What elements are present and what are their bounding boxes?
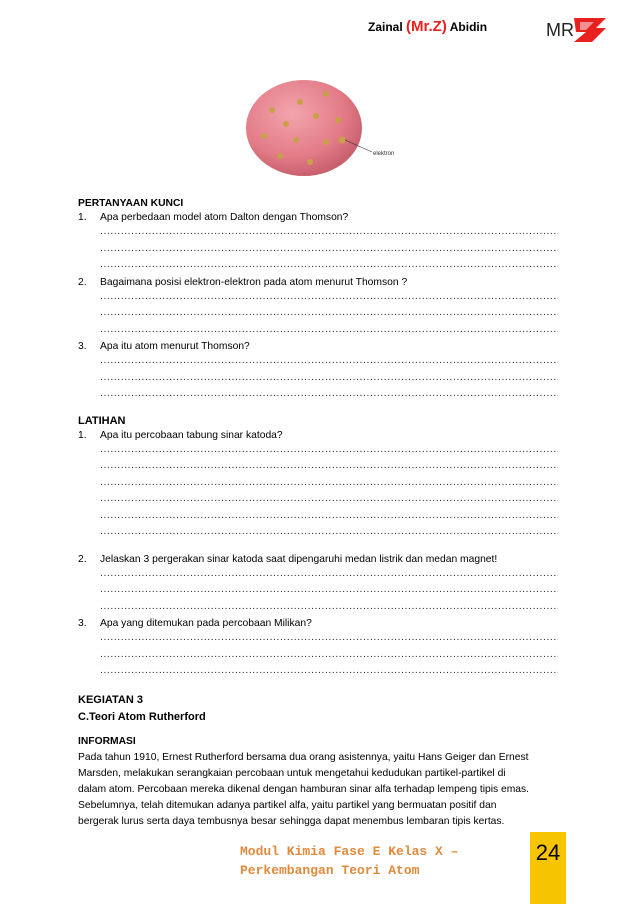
informasi-line: Pada tahun 1910, Ernest Rutherford bersama dua orang asistennya, yaitu Hans Geiger dan Ernest <box>78 751 529 763</box>
footer-line-2: Perkembangan Teori Atom <box>240 863 420 878</box>
thomson-atom-figure <box>242 80 412 180</box>
answer-line[interactable] <box>100 630 558 647</box>
question-item: 3. Apa itu atom menurut Thomson? <box>78 341 250 352</box>
informasi-block <box>78 734 558 830</box>
author-nickname: (Mr.Z) <box>406 18 447 35</box>
answer-line[interactable] <box>100 370 558 387</box>
page-number-box <box>530 832 566 904</box>
author-first: Zainal <box>368 20 407 34</box>
answer-line[interactable] <box>100 508 558 525</box>
informasi-line: Sebelumnya, telah ditemukan adanya partikel alfa, yaitu partikel yang bermuatan positif dan <box>78 799 497 811</box>
question-item: 2. Bagaimana posisi elektron-elektron pada atom menurut Thomson ? <box>78 276 408 288</box>
answer-line[interactable] <box>100 491 558 508</box>
answer-line[interactable] <box>100 458 558 475</box>
answer-line[interactable] <box>100 224 558 241</box>
answer-line[interactable] <box>100 582 558 599</box>
section-subtitle-rutherford: C.Teori Atom Rutherford <box>78 710 206 723</box>
section-title-latihan: LATIHAN <box>78 414 126 427</box>
answer-line[interactable] <box>100 353 558 370</box>
footer-line-1: Modul Kimia Fase E Kelas X – <box>240 844 459 859</box>
informasi-line: Marsden, melakukan serangkaian percobaan untuk mengetahui kedudukan partikel-partikel di <box>78 767 506 779</box>
answer-line[interactable] <box>100 289 558 306</box>
answer-line[interactable] <box>100 241 558 258</box>
answer-line[interactable] <box>100 475 558 492</box>
informasi-line: dalam atom. Percobaan mereka dikenal dengan hamburan sinar alfa terhadap lempeng tipis emas. <box>78 783 530 795</box>
worksheet-content <box>78 198 558 830</box>
brand-logo <box>544 12 610 46</box>
answer-line[interactable] <box>100 442 558 459</box>
answer-line[interactable] <box>100 647 558 664</box>
atom-sphere <box>246 80 362 176</box>
logo-text: MR <box>546 20 574 40</box>
answer-line[interactable] <box>100 524 558 541</box>
answer-line[interactable] <box>100 257 558 274</box>
author-header <box>368 18 487 35</box>
informasi-title: INFORMASI <box>78 735 136 747</box>
section-title-pertanyaan: PERTANYAAN KUNCI <box>78 198 184 209</box>
answer-line[interactable] <box>100 386 558 403</box>
answer-line[interactable] <box>100 663 558 680</box>
page-number: 24 <box>535 840 561 865</box>
electron-label: elektron <box>373 151 395 157</box>
question-item: 3. Apa yang ditemukan pada percobaan Milikan? <box>78 618 312 629</box>
informasi-line: bergerak lurus serta daya tembusnya besar sehingga dapat menembus lembaran tipis kertas. <box>78 815 505 827</box>
section-title-kegiatan: KEGIATAN 3 <box>78 693 143 706</box>
answer-line[interactable] <box>100 305 558 322</box>
answer-line[interactable] <box>100 599 558 616</box>
question-item: 1. Apa perbedaan model atom Dalton dengan Thomson? <box>78 212 349 223</box>
question-item: 1. Apa itu percobaan tabung sinar katoda? <box>78 429 283 441</box>
answer-line[interactable] <box>100 322 558 339</box>
question-item: 2. Jelaskan 3 pergerakan sinar katoda saat dipengaruhi medan listrik dan medan magnet! <box>78 553 498 565</box>
author-last: Abidin <box>446 20 488 34</box>
answer-line[interactable] <box>100 566 558 583</box>
module-footer <box>240 842 458 880</box>
